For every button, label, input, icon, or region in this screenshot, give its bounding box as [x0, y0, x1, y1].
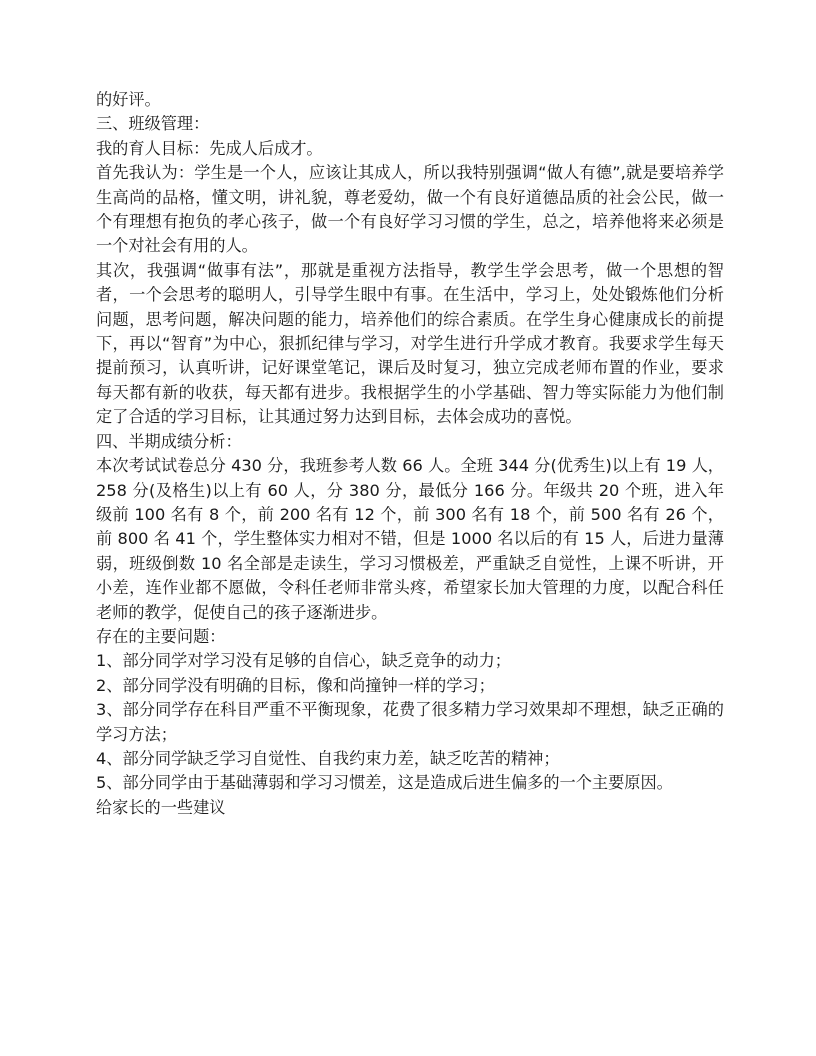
document-page	[96, 88, 724, 820]
heading-parent-suggestions: 给家长的一些建议	[96, 797, 226, 817]
heading-midterm-analysis: 四、半期成绩分析：	[96, 431, 242, 451]
paragraph-praise-ending: 的好评。	[96, 90, 161, 109]
list-item-problem-4: 4、部分同学缺乏学习自觉性、自我约束力差，缺乏吃苦的精神；	[96, 748, 560, 768]
paragraph-score-analysis: 本次考试试卷总分 430 分，我班参考人数 66 人。全班 344 分(优秀生)以上有 19 人，258 分(及格生)以上有 60 人，分 380 分，最低分 166 分。年级共 20 个班，进入年级前 100 名有 8 个，前 200 名有 12 个，前 300 名有 18 个，前 500 名有 26 个，前 800 名 41 个，学生整体实力相对不错，但是 1000 名以后的有 15 人，后进力量薄弱，班级倒数 10 名全部是走读生，学习习惯极差，严重缺乏自觉性，上课不听讲，开小差，连作业都不愿做，令科任老师非常头疼，希望家长加大管理的力度，以配合科任老师的教学，促使自己的孩子逐渐进步。	[96, 456, 724, 622]
list-item-problem-2: 2、部分同学没有明确的目标，像和尚撞钟一样的学习；	[96, 675, 495, 695]
paragraph-education-goal: 我的育人目标：先成人后成才。	[96, 138, 323, 158]
heading-main-problems: 存在的主要问题：	[96, 626, 226, 646]
paragraph-first-point: 首先我认为：学生是一个人，应该让其成人，所以我特别强调“做人有德”,就是要培养学生高尚的品格，懂文明，讲礼貌，尊老爱幼，做一个有良好道德品质的社会公民，做一个有理想有抱负的孝心孩子，做一个有良好学习习惯的学生，总之，培养他将来必须是一个对社会有用的人。	[96, 163, 724, 256]
list-item-problem-5: 5、部分同学由于基础薄弱和学习习惯差，这是造成后进生偏多的一个主要原因。	[96, 773, 673, 793]
list-item-problem-1: 1、部分同学对学习没有足够的自信心，缺乏竞争的动力；	[96, 651, 511, 671]
heading-class-management: 三、班级管理：	[96, 114, 210, 134]
list-item-problem-3: 3、部分同学存在科目严重不平衡现象，花费了很多精力学习效果却不理想，缺乏正确的学习方法；	[96, 700, 724, 744]
paragraph-second-point: 其次，我强调“做事有法”，那就是重视方法指导，教学生学会思考，做一个思想的智者，一个会思考的聪明人，引导学生眼中有事。在生活中，学习上，处处锻炼他们分析问题，思考问题，解决问题的能力，培养他们的综合素质。在学生身心健康成长的前提下，再以“智育”为中心，狠抓纪律与学习，对学生进行升学成才教育。我要求学生每天提前预习，认真听讲，记好课堂笔记，课后及时复习，独立完成老师布置的作业，要求每天都有新的收获，每天都有进步。我根据学生的小学基础、智力等实际能力为他们制定了合适的学习目标，让其通过努力达到目标，去体会成功的喜悦。	[96, 260, 724, 427]
